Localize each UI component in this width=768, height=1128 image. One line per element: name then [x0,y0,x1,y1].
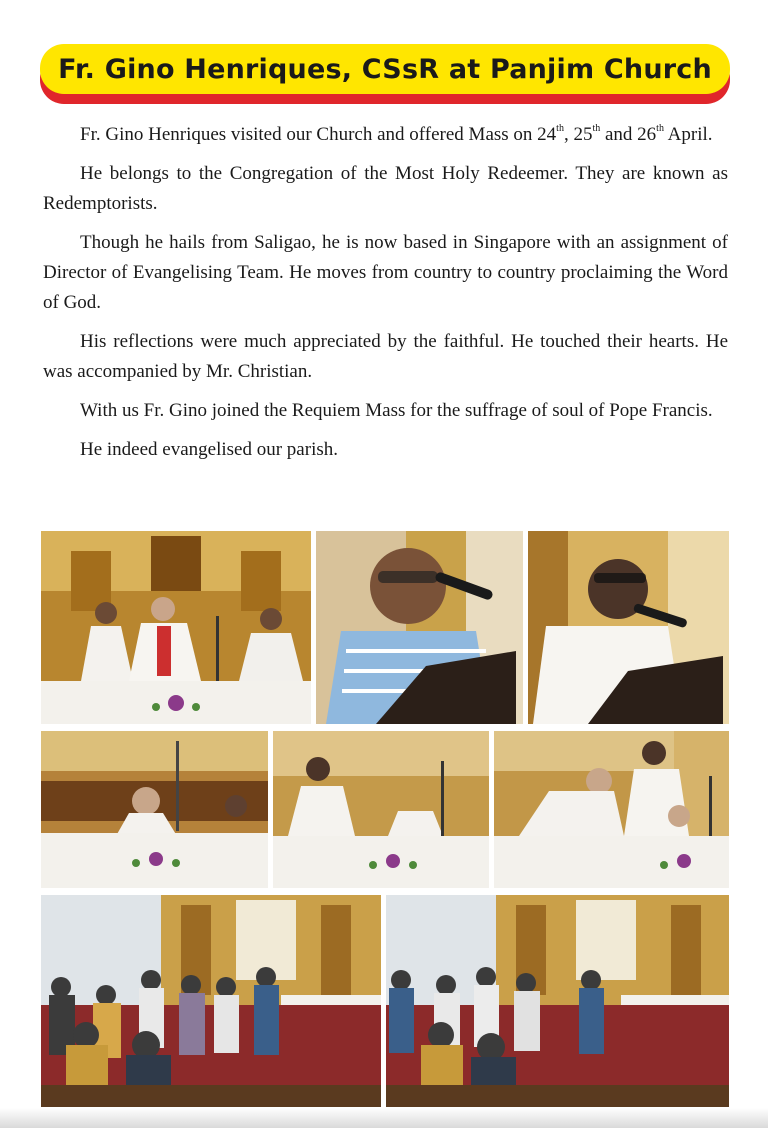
paragraph-assignment: Though he hails from Saligao, he is now based in Singapore with an assignment of Director of Evangelising Team. He moves from country to country proclaiming the Word of God. [43,232,728,313]
photo-priest-reading [316,531,523,724]
photo-reader-at-lectern [528,531,729,724]
article-body [43,120,728,474]
title-banner [40,44,730,104]
photo-congregation-communion-right [386,895,729,1107]
paragraph-congregation: He belongs to the Congregation of the Most Holy Redeemer. They are known as Redemptorists. [43,163,728,214]
paragraph-reflections: His reflections were much appreciated by the faithful. He touched their hearts. He was accompanied by Mr. Christian. [43,331,728,382]
page-footer-strip [0,1108,768,1128]
photo-altar-three-priests [41,531,311,724]
paragraph-visit: Fr. Gino Henriques visited our Church and offered Mass on 24th, 25th and 26th April. [80,123,713,145]
photo-elevation-chalice [273,731,489,888]
paragraph-requiem: With us Fr. Gino joined the Requiem Mass for the suffrage of soul of Pope Francis. [80,400,713,421]
photo-priest-at-altar-mic [41,731,268,888]
paragraph-closing: He indeed evangelised our parish. [80,439,338,460]
photo-congregation-communion-left [41,895,381,1107]
banner-face [40,44,730,94]
page-title: Fr. Gino Henriques, CSsR at Panjim Church [58,53,712,85]
photo-priests-bowing [494,731,729,888]
